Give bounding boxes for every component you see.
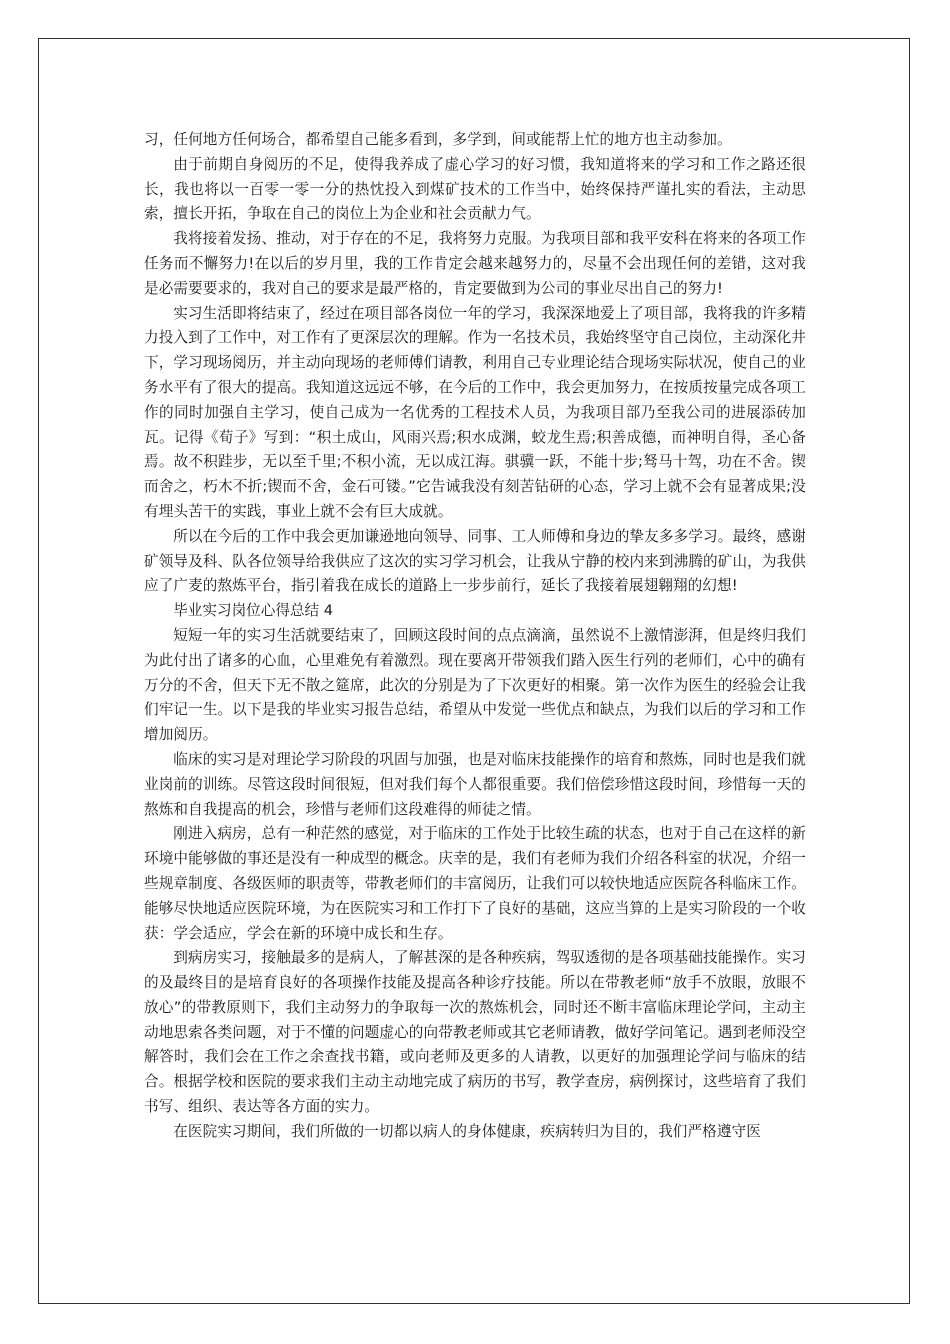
document-body bbox=[144, 128, 806, 1145]
paragraph: 短短一年的实习生活就要结束了，回顾这段时间的点点滴滴，虽然说不上激情澎湃，但是终归我们为此付出了诸多的心血，心里难免有着激烈。现在要离开带领我们踏入医生行列的老师们，心中的确有万分的不舍，但天下无不散之筵席，此次的分别是为了下次更好的相聚。第一次作为医生的经验会让我们牢记一生。以下是我的毕业实习报告总结，希望从中发觉一些优点和缺点，为我们以后的学习和工作增加阅历。 bbox=[144, 626, 806, 744]
paragraph: 临床的实习是对理论学习阶段的巩固与加强，也是对临床技能操作的培育和熬炼，同时也是我们就业岗前的训练。尽管这段时间很短，但对我们每个人都很重要。我们倍偿珍惜这段时间，珍惜每一天的熬炼和自我提高的机会，珍惜与老师们这段难得的师徒之情。 bbox=[144, 750, 806, 818]
paragraph-truncated: 在医院实习期间，我们所做的一切都以病人的身体健康，疾病转归为目的，我们严格遵守医 bbox=[173, 1122, 761, 1140]
paragraph: 由于前期自身阅历的不足，使得我养成了虚心学习的好习惯，我知道将来的学习和工作之路还很长，我也将以一百零一零一分的热忱投入到煤矿技术的工作当中，始终保持严谨扎实的看法，主动思索，擅长开拓，争取在自己的岗位上为企业和社会贡献力气。 bbox=[144, 155, 806, 223]
section-heading: 毕业实习岗位心得总结 4 bbox=[173, 602, 334, 620]
paragraph: 所以在今后的工作中我会更加谦逊地向领导、同事、工人师傅和身边的挚友多多学习。最终，感谢矿领导及科、队各位领导给我供应了这次的实习学习机会，让我从宁静的校内来到沸腾的矿山，为我供应了广麦的熬炼平台，指引着我在成长的道路上一步步前行，延长了我接着展翅翱翔的幻想! bbox=[144, 527, 806, 595]
paragraph: 到病房实习，接触最多的是病人，了解甚深的是各种疾病，驾驭透彻的是各项基础技能操作。实习的及最终目的是培育良好的各项操作技能及提高各种诊疗技能。所以在带教老师“放手不放眼，放眼不放心”的带教原则下，我们主动努力的争取每一次的熬炼机会，同时还不断丰富临床理论学问，主动主动地思索各类问题，对于不懂的问题虚心的向带教老师或其它老师请教，做好学问笔记。遇到老师没空解答时，我们会在工作之余查找书籍，或向老师及更多的人请教，以更好的加强理论学问与临床的结合。根据学校和医院的要求我们主动主动地完成了病历的书写，教学查房，病例探讨，这些培育了我们书写、组织、表达等各方面的实力。 bbox=[144, 949, 806, 1116]
paragraph: 刚进入病房，总有一种茫然的感觉，对于临床的工作处于比较生疏的状态，也对于自己在这样的新环境中能够做的事还是没有一种成型的概念。庆幸的是，我们有老师为我们介绍各科室的状况，介绍一些规章制度、各级医师的职责等，带教老师们的丰富阅历，让我们可以较快地适应医院各科临床工作。能够尽快地适应医院环境，为在医院实习和工作打下了良好的基础，这应当算的上是实习阶段的一个收获：学会适应，学会在新的环境中成长和生存。 bbox=[144, 825, 806, 942]
paragraph: 我将接着发扬、推动，对于存在的不足，我将努力克服。为我项目部和我平安科在将来的各项工作任务而不懈努力!在以后的岁月里，我的工作肯定会越来越努力的，尽量不会出现任何的差错，这对我是必需要要求的，我对自己的要求是最严格的，肯定要做到为公司的事业尽出自己的努力! bbox=[144, 230, 806, 297]
paragraph-continuation: 习，任何地方任何场合，都希望自己能多看到，多学到，间或能帮上忙的地方也主动参加。 bbox=[144, 131, 732, 148]
paragraph: 实习生活即将结束了，经过在项目部各岗位一年的学习，我深深地爱上了项目部，我将我的许多精力投入到了工作中，对工作有了更深层次的理解。作为一名技术员，我始终坚守自己岗位，主动深化井下，学习现场阅历，并主动向现场的老师傅们请教，利用自己专业理论结合现场实际状况，使自己的业务水平有了很大的提高。我知道这远远不够，在今后的工作中，我会更加努力，在按质按量完成各项工作的同时加强自主学习，使自己成为一名优秀的工程技术人员，为我项目部乃至我公司的进展添砖加瓦。记得《荀子》写到：“积土成山，风雨兴焉;积水成渊，蛟龙生焉;积善成德，而神明自得，圣心备焉。故不积跬步，无以至千里;不积小流，无以成江海。骐骥一跃，不能十步;驽马十驾，功在不舍。锲而舍之，朽木不折;锲而不舍，金石可镂。”它告诫我没有刻苦钻研的心态，学习上就不会有显著成果;没有埋头苦干的实践，事业上就不会有巨大成就。 bbox=[144, 304, 806, 520]
